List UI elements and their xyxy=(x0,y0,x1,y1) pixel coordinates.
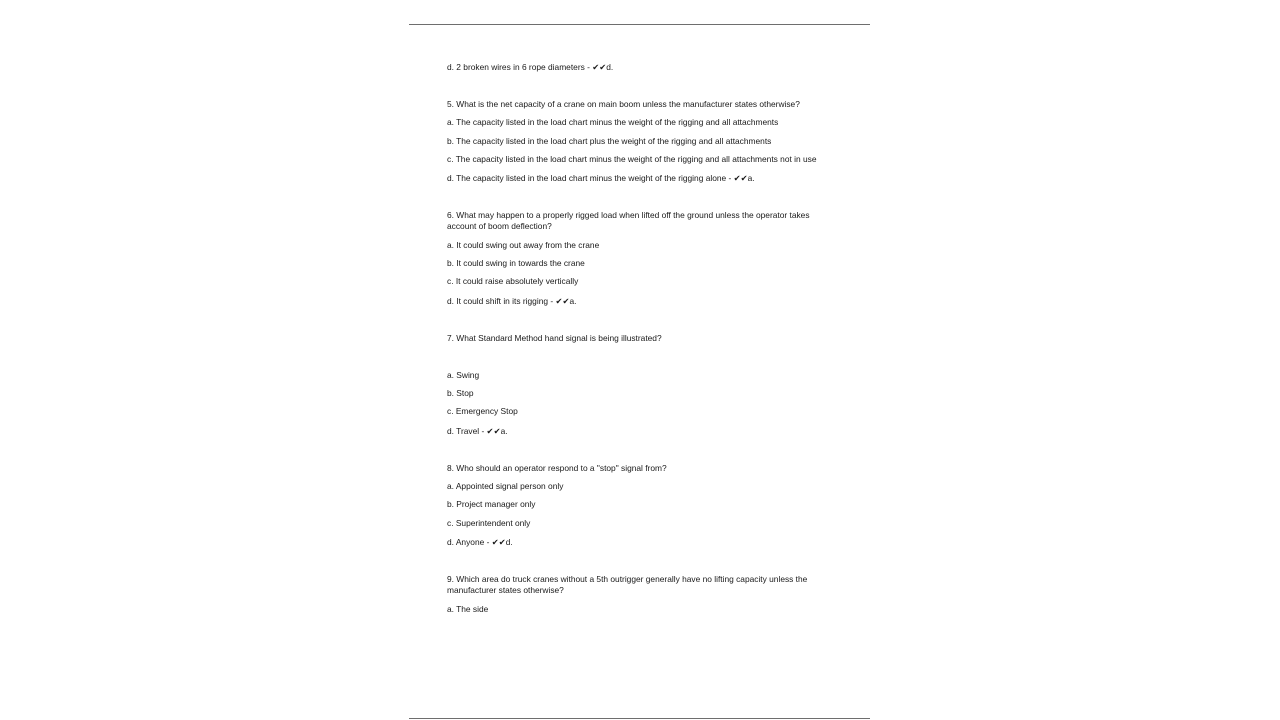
question-7-option-d: d. Travel - ✔✔a. xyxy=(447,425,508,436)
question-6-option-c: c. It could raise absolutely vertically xyxy=(447,276,579,287)
question-5-option-c: c. The capacity listed in the load chart minus the weight of the rigging and all attachments not in use xyxy=(447,153,817,164)
question-6: 6. What may happen to a properly rigged load when lifted off the ground unless the operator takes account of boom deflection? xyxy=(447,210,810,232)
question-5-option-b: b. The capacity listed in the load chart plus the weight of the rigging and all attachments xyxy=(447,135,772,146)
question-5: 5. What is the net capacity of a crane on main boom unless the manufacturer states otherwise? xyxy=(447,99,800,109)
question-8-option-c: c. Superintendent only xyxy=(447,517,531,528)
question-8-option-a: a. Appointed signal person only xyxy=(447,481,564,492)
question-6-option-b: b. It could swing in towards the crane xyxy=(447,257,585,268)
question-7: 7. What Standard Method hand signal is being illustrated? xyxy=(447,332,662,343)
question-7-option-b: b. Stop xyxy=(447,388,474,399)
question-9-option-a: a. The side xyxy=(447,603,489,614)
intro-answer-line: d. 2 broken wires in 6 rope diameters - ✔✔d. xyxy=(447,62,614,72)
question-9: 9. Which area do truck cranes without a 5th outrigger generally have no lifting capacity unless the manufacturer states otherwise? xyxy=(447,574,808,596)
question-7-option-c: c. Emergency Stop xyxy=(447,406,518,417)
page-top-rule xyxy=(409,24,870,25)
question-6-option-d: d. It could shift in its rigging - ✔✔a. xyxy=(447,295,577,306)
page-bottom-rule xyxy=(409,718,870,719)
question-5-option-d: d. The capacity listed in the load chart minus the weight of the rigging alone - ✔✔a. xyxy=(447,173,755,184)
question-8: 8. Who should an operator respond to a "stop" signal from? xyxy=(447,462,667,473)
question-8-option-d: d. Anyone - ✔✔d. xyxy=(447,537,513,548)
question-7-option-a: a. Swing xyxy=(447,369,480,380)
question-8-option-b: b. Project manager only xyxy=(447,499,536,510)
document-page xyxy=(447,62,847,615)
question-6-option-a: a. It could swing out away from the crane xyxy=(447,239,600,250)
question-5-option-a: a. The capacity listed in the load chart minus the weight of the rigging and all attachments xyxy=(447,117,779,128)
